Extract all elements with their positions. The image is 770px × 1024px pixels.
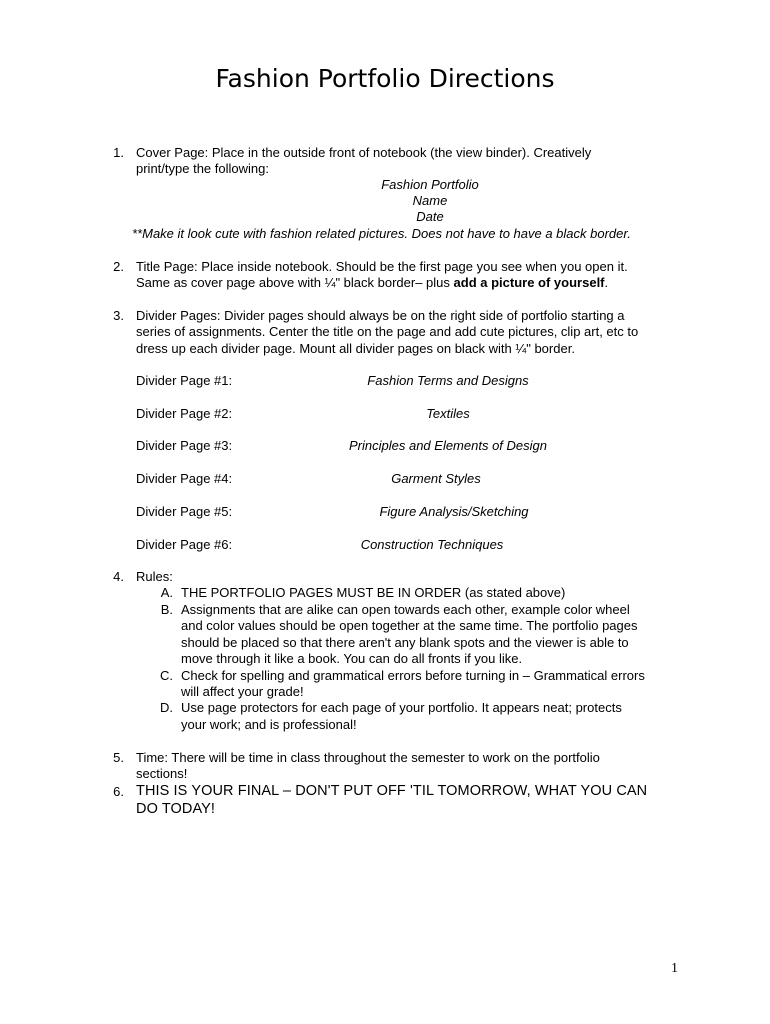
divider-title: Fashion Terms and Designs — [367, 373, 529, 388]
item-number: 3. — [113, 308, 124, 323]
rules-heading: Rules: — [136, 569, 173, 584]
item-text-part: Same as cover page above with ¼" black border– plus — [136, 275, 454, 290]
rule-letter: A. — [160, 585, 173, 600]
divider-label: Divider Page #5: — [136, 504, 233, 519]
rule-text: and color values should be open together at the same time. The portfolio pages — [181, 618, 638, 633]
final-warning: DO TODAY! — [136, 801, 216, 817]
rule-letter: C. — [160, 668, 173, 683]
item-text: sections! — [136, 766, 188, 781]
item-number: 6. — [113, 784, 124, 799]
final-warning: THIS IS YOUR FINAL – DON'T PUT OFF 'TIL TOMORROW, WHAT YOU CAN — [136, 783, 648, 799]
item-text — [136, 275, 608, 292]
item-text: Title Page: Place inside notebook. Should be the first page you see when you open it. — [136, 259, 628, 274]
cover-line-name: Name — [412, 193, 448, 208]
rule-text: Check for spelling and grammatical errors before turning in – Grammatical errors — [181, 668, 645, 683]
divider-label: Divider Page #6: — [136, 537, 233, 552]
cover-line-date: Date — [416, 209, 444, 224]
bold-instruction: add a picture of yourself — [453, 275, 605, 290]
item-number: 1. — [113, 145, 124, 160]
item-text: Cover Page: Place in the outside front of notebook (the view binder). Creatively — [136, 145, 592, 160]
page-title: Fashion Portfolio Directions — [215, 64, 555, 93]
item-number: 2. — [113, 259, 124, 274]
item-text: Time: There will be time in class throughout the semester to work on the portfolio — [136, 750, 600, 765]
rule-text: THE PORTFOLIO PAGES MUST BE IN ORDER (as stated above) — [181, 585, 566, 600]
divider-title: Construction Techniques — [360, 537, 504, 552]
rule-letter: B. — [160, 602, 173, 617]
rule-text: will affect your grade! — [181, 684, 304, 699]
divider-title: Garment Styles — [391, 471, 481, 486]
rule-text: your work; and is professional! — [181, 717, 357, 732]
rule-letter: D. — [160, 700, 173, 715]
divider-label: Divider Page #4: — [136, 471, 233, 486]
divider-label: Divider Page #1: — [136, 373, 233, 388]
rule-text: should be placed so that there aren't any blank spots and the viewer is able to — [181, 635, 629, 650]
page-number: 1 — [671, 961, 678, 976]
rule-text: move through it like a book. You can do all fronts if you like. — [181, 651, 523, 666]
item-text-part: . — [604, 275, 609, 290]
divider-title: Textiles — [426, 406, 470, 421]
divider-label: Divider Page #3: — [136, 438, 233, 453]
item-number: 4. — [113, 569, 124, 584]
item-text: dress up each divider page. Mount all divider pages on black with ¼" border. — [136, 341, 575, 356]
cover-line-fashion-portfolio: Fashion Portfolio — [381, 177, 479, 192]
divider-label: Divider Page #2: — [136, 406, 233, 421]
divider-title: Principles and Elements of Design — [349, 438, 547, 453]
cover-note: **Make it look cute with fashion related pictures. Does not have to have a black border. — [132, 226, 631, 241]
item-text: series of assignments. Center the title on the page and add cute pictures, clip art, etc to — [136, 324, 639, 339]
rule-text: Assignments that are alike can open towards each other, example color wheel — [181, 602, 630, 617]
rule-text: Use page protectors for each page of your portfolio. It appears neat; protects — [181, 700, 622, 715]
item-text: print/type the following: — [136, 161, 269, 176]
item-text: Divider Pages: Divider pages should always be on the right side of portfolio starting a — [136, 308, 625, 323]
divider-title: Figure Analysis/Sketching — [379, 504, 529, 519]
item-number: 5. — [113, 750, 124, 765]
